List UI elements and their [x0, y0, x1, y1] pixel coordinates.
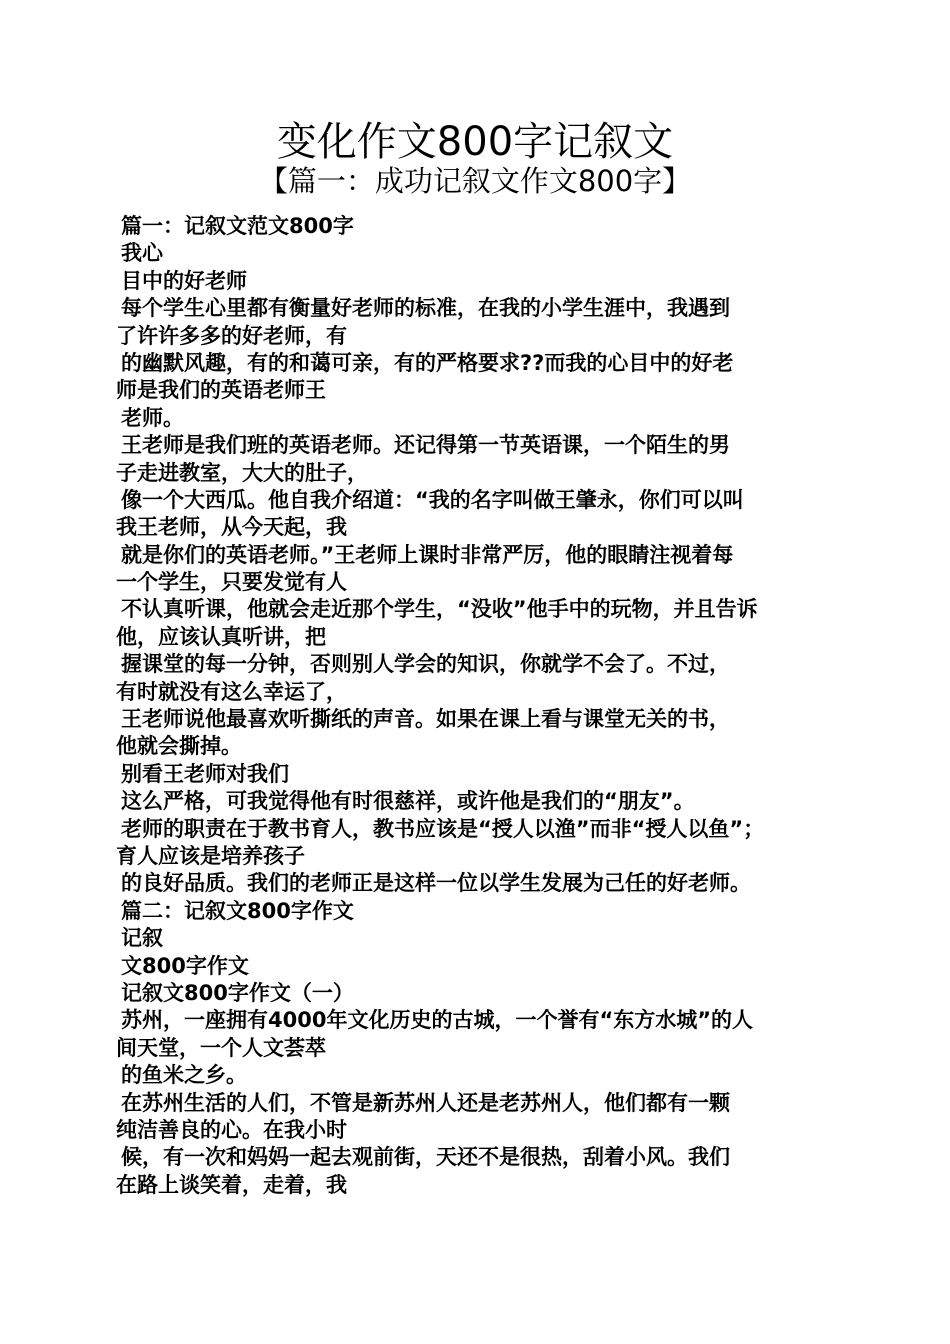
- text-line: 就是你们的英语老师。”王老师上课时非常严厉，他的眼睛注视着每: [121, 542, 734, 567]
- text-line: 我心: [121, 241, 163, 266]
- document-body: [116, 213, 836, 1199]
- text-line: 子走进教室，大大的肚子，: [116, 460, 368, 485]
- text-line: 纯洁善良的心。在我小时: [116, 1117, 347, 1142]
- text-line: 握课堂的每一分钟，否则别人学会的知识，你就学不会了。不过，: [121, 652, 730, 677]
- text-line: 候，有一次和妈妈一起去观前街，天还不是很热，刮着小风。我们: [121, 1145, 730, 1170]
- document-title: 变化作文800字记叙文: [276, 119, 674, 165]
- text-line: 的幽默风趣，有的和蔼可亲，有的严格要求??而我的心目中的好老: [121, 350, 734, 375]
- text-line: 的鱼米之乡。: [121, 1063, 247, 1088]
- text-line: 篇二：记叙文800字作文: [121, 898, 354, 923]
- text-line: 不认真听课，他就会走近那个学生，“没收”他手中的玩物，并且告诉: [121, 597, 758, 622]
- text-line: 他，应该认真听讲，把: [116, 624, 326, 649]
- text-line: 王老师是我们班的英语老师。还记得第一节英语课，一个陌生的男: [121, 433, 730, 458]
- text-line: 记叙: [121, 926, 163, 951]
- text-line: 间天堂，一个人文荟萃: [116, 1035, 326, 1060]
- text-line: 别看王老师对我们: [121, 761, 289, 786]
- text-line: 文800字作文: [121, 953, 249, 978]
- text-line: 篇一：记叙文范文800字: [121, 214, 354, 238]
- text-line: 老师。: [121, 405, 184, 430]
- text-line: 有时就没有这么幸运了，: [116, 679, 347, 704]
- text-line: 王老师说他最喜欢听撕纸的声音。如果在课上看与课堂无关的书，: [121, 707, 730, 732]
- text-line: 记叙文800字作文（一）: [121, 980, 354, 1005]
- text-line: 老师的职责在于教书育人，教书应该是“授人以渔”而非“授人以鱼”；: [121, 816, 765, 841]
- text-line: 苏州，一座拥有4000年文化历史的古城，一个誉有“东方水城”的人: [121, 1008, 754, 1033]
- text-line: 了许许多多的好老师，有: [116, 323, 347, 348]
- text-line: 这么严格，可我觉得他有时很慈祥，或许他是我们的“朋友”。: [121, 789, 695, 814]
- text-line: 在苏州生活的人们，不管是新苏州人还是老苏州人，他们都有一颗: [121, 1090, 730, 1115]
- text-line: 每个学生心里都有衡量好老师的标准，在我的小学生涯中，我遇到: [121, 296, 730, 321]
- text-line: 育人应该是培养孩子: [116, 843, 305, 868]
- text-line: 我王老师，从今天起，我: [116, 515, 347, 540]
- text-line: 的良好品质。我们的老师正是这样一位以学生发展为己任的好老师。: [121, 871, 751, 896]
- text-line: 像一个大西瓜。他自我介绍道：“我的名字叫做王肇永，你们可以叫: [121, 487, 744, 512]
- text-line: 在路上谈笑着，走着，我: [116, 1172, 347, 1197]
- document-subtitle: 【篇一：成功记叙文作文800字】: [258, 164, 692, 198]
- text-line: 目中的好老师: [121, 268, 247, 293]
- text-line: 他就会撕掉。: [116, 734, 242, 759]
- text-line: 师是我们的英语老师王: [116, 378, 326, 403]
- text-line: 一个学生，只要发觉有人: [116, 570, 347, 595]
